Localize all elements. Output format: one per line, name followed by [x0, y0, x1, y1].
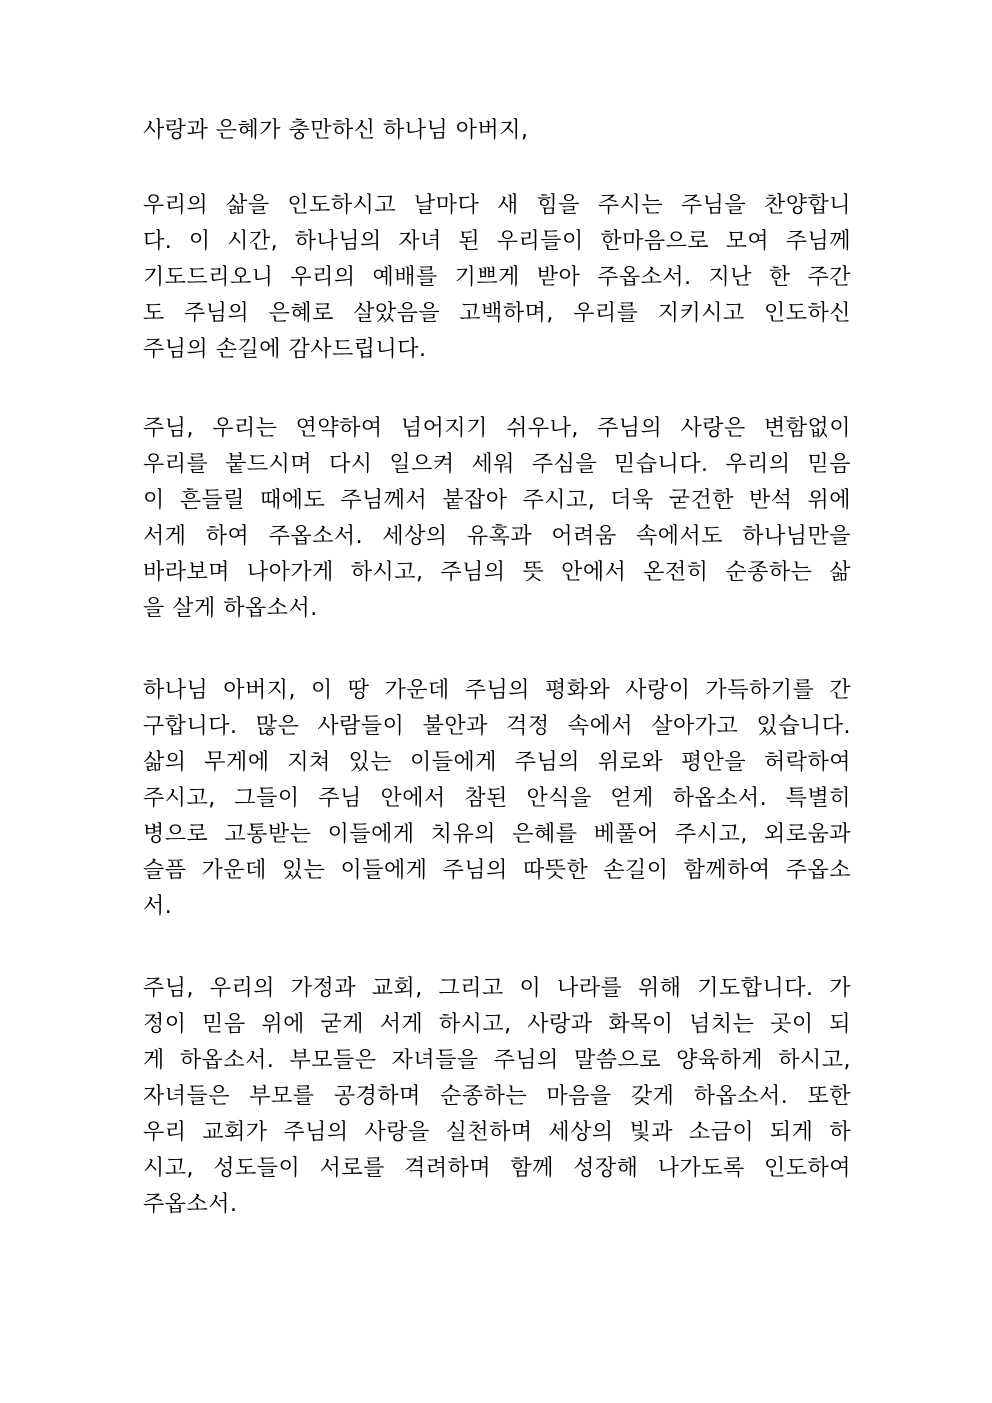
greeting-line: 사랑과 은혜가 충만하신 하나님 아버지, [143, 118, 529, 143]
paragraph-line: 주님, 우리는 연약하여 넘어지기 쉬우나, 주님의 사랑은 변함없이 [143, 416, 851, 441]
paragraph-line: 정이 믿음 위에 굳게 서게 하시고, 사랑과 화목이 넘치는 곳이 되 [143, 1012, 851, 1037]
paragraph-line: 우리의 삶을 인도하시고 날마다 새 힘을 주시는 주님을 찬양합니 [143, 193, 851, 218]
paragraph-line: 우리를 붙드시며 다시 일으켜 세워 주심을 믿습니다. 우리의 믿음 [143, 452, 851, 477]
paragraph-line: 하나님 아버지, 이 땅 가운데 주님의 평화와 사랑이 가득하기를 간 [143, 678, 851, 703]
paragraph-line: 바라보며 나아가게 하시고, 주님의 뜻 안에서 온전히 순종하는 삶 [143, 560, 851, 585]
paragraph-line: 게 하옵소서. 부모들은 자녀들을 주님의 말씀으로 양육하게 하시고, [143, 1048, 851, 1073]
paragraph-line: 이 흔들릴 때에도 주님께서 붙잡아 주시고, 더욱 굳건한 반석 위에 [143, 488, 851, 513]
paragraph-line: 구합니다. 많은 사람들이 불안과 걱정 속에서 살아가고 있습니다. [143, 714, 851, 739]
paragraph-line: 서. [143, 894, 173, 919]
paragraph-line: 을 살게 하옵소서. [143, 596, 318, 621]
paragraph-line: 주옵소서. [143, 1192, 238, 1217]
paragraph-line: 병으로 고통받는 이들에게 치유의 은혜를 베풀어 주시고, 외로움과 [143, 822, 851, 847]
paragraph-line: 기도드리오니 우리의 예배를 기쁘게 받아 주옵소서. 지난 한 주간 [143, 265, 851, 290]
paragraph-line: 시고, 성도들이 서로를 격려하며 함께 성장해 나가도록 인도하여 [143, 1156, 851, 1181]
paragraph-line: 주시고, 그들이 주님 안에서 참된 안식을 얻게 하옵소서. 특별히 [143, 786, 851, 811]
paragraph-line: 주님의 손길에 감사드립니다. [143, 337, 427, 362]
paragraph-line: 자녀들은 부모를 공경하며 순종하는 마음을 갖게 하옵소서. 또한 [143, 1084, 851, 1109]
paragraph-line: 우리 교회가 주님의 사랑을 실천하며 세상의 빛과 소금이 되게 하 [143, 1120, 851, 1145]
paragraph-line: 서게 하여 주옵소서. 세상의 유혹과 어려움 속에서도 하나님만을 [143, 524, 851, 549]
paragraph-line: 삶의 무게에 지쳐 있는 이들에게 주님의 위로와 평안을 허락하여 [143, 750, 851, 775]
paragraph-line: 다. 이 시간, 하나님의 자녀 된 우리들이 한마음으로 모여 주님께 [143, 229, 851, 254]
paragraph-line: 슬픔 가운데 있는 이들에게 주님의 따뜻한 손길이 함께하여 주옵소 [143, 858, 851, 883]
paragraph-line: 도 주님의 은혜로 살았음을 고백하며, 우리를 지키시고 인도하신 [143, 301, 851, 326]
paragraph-line: 주님, 우리의 가정과 교회, 그리고 이 나라를 위해 기도합니다. 가 [143, 976, 851, 1001]
